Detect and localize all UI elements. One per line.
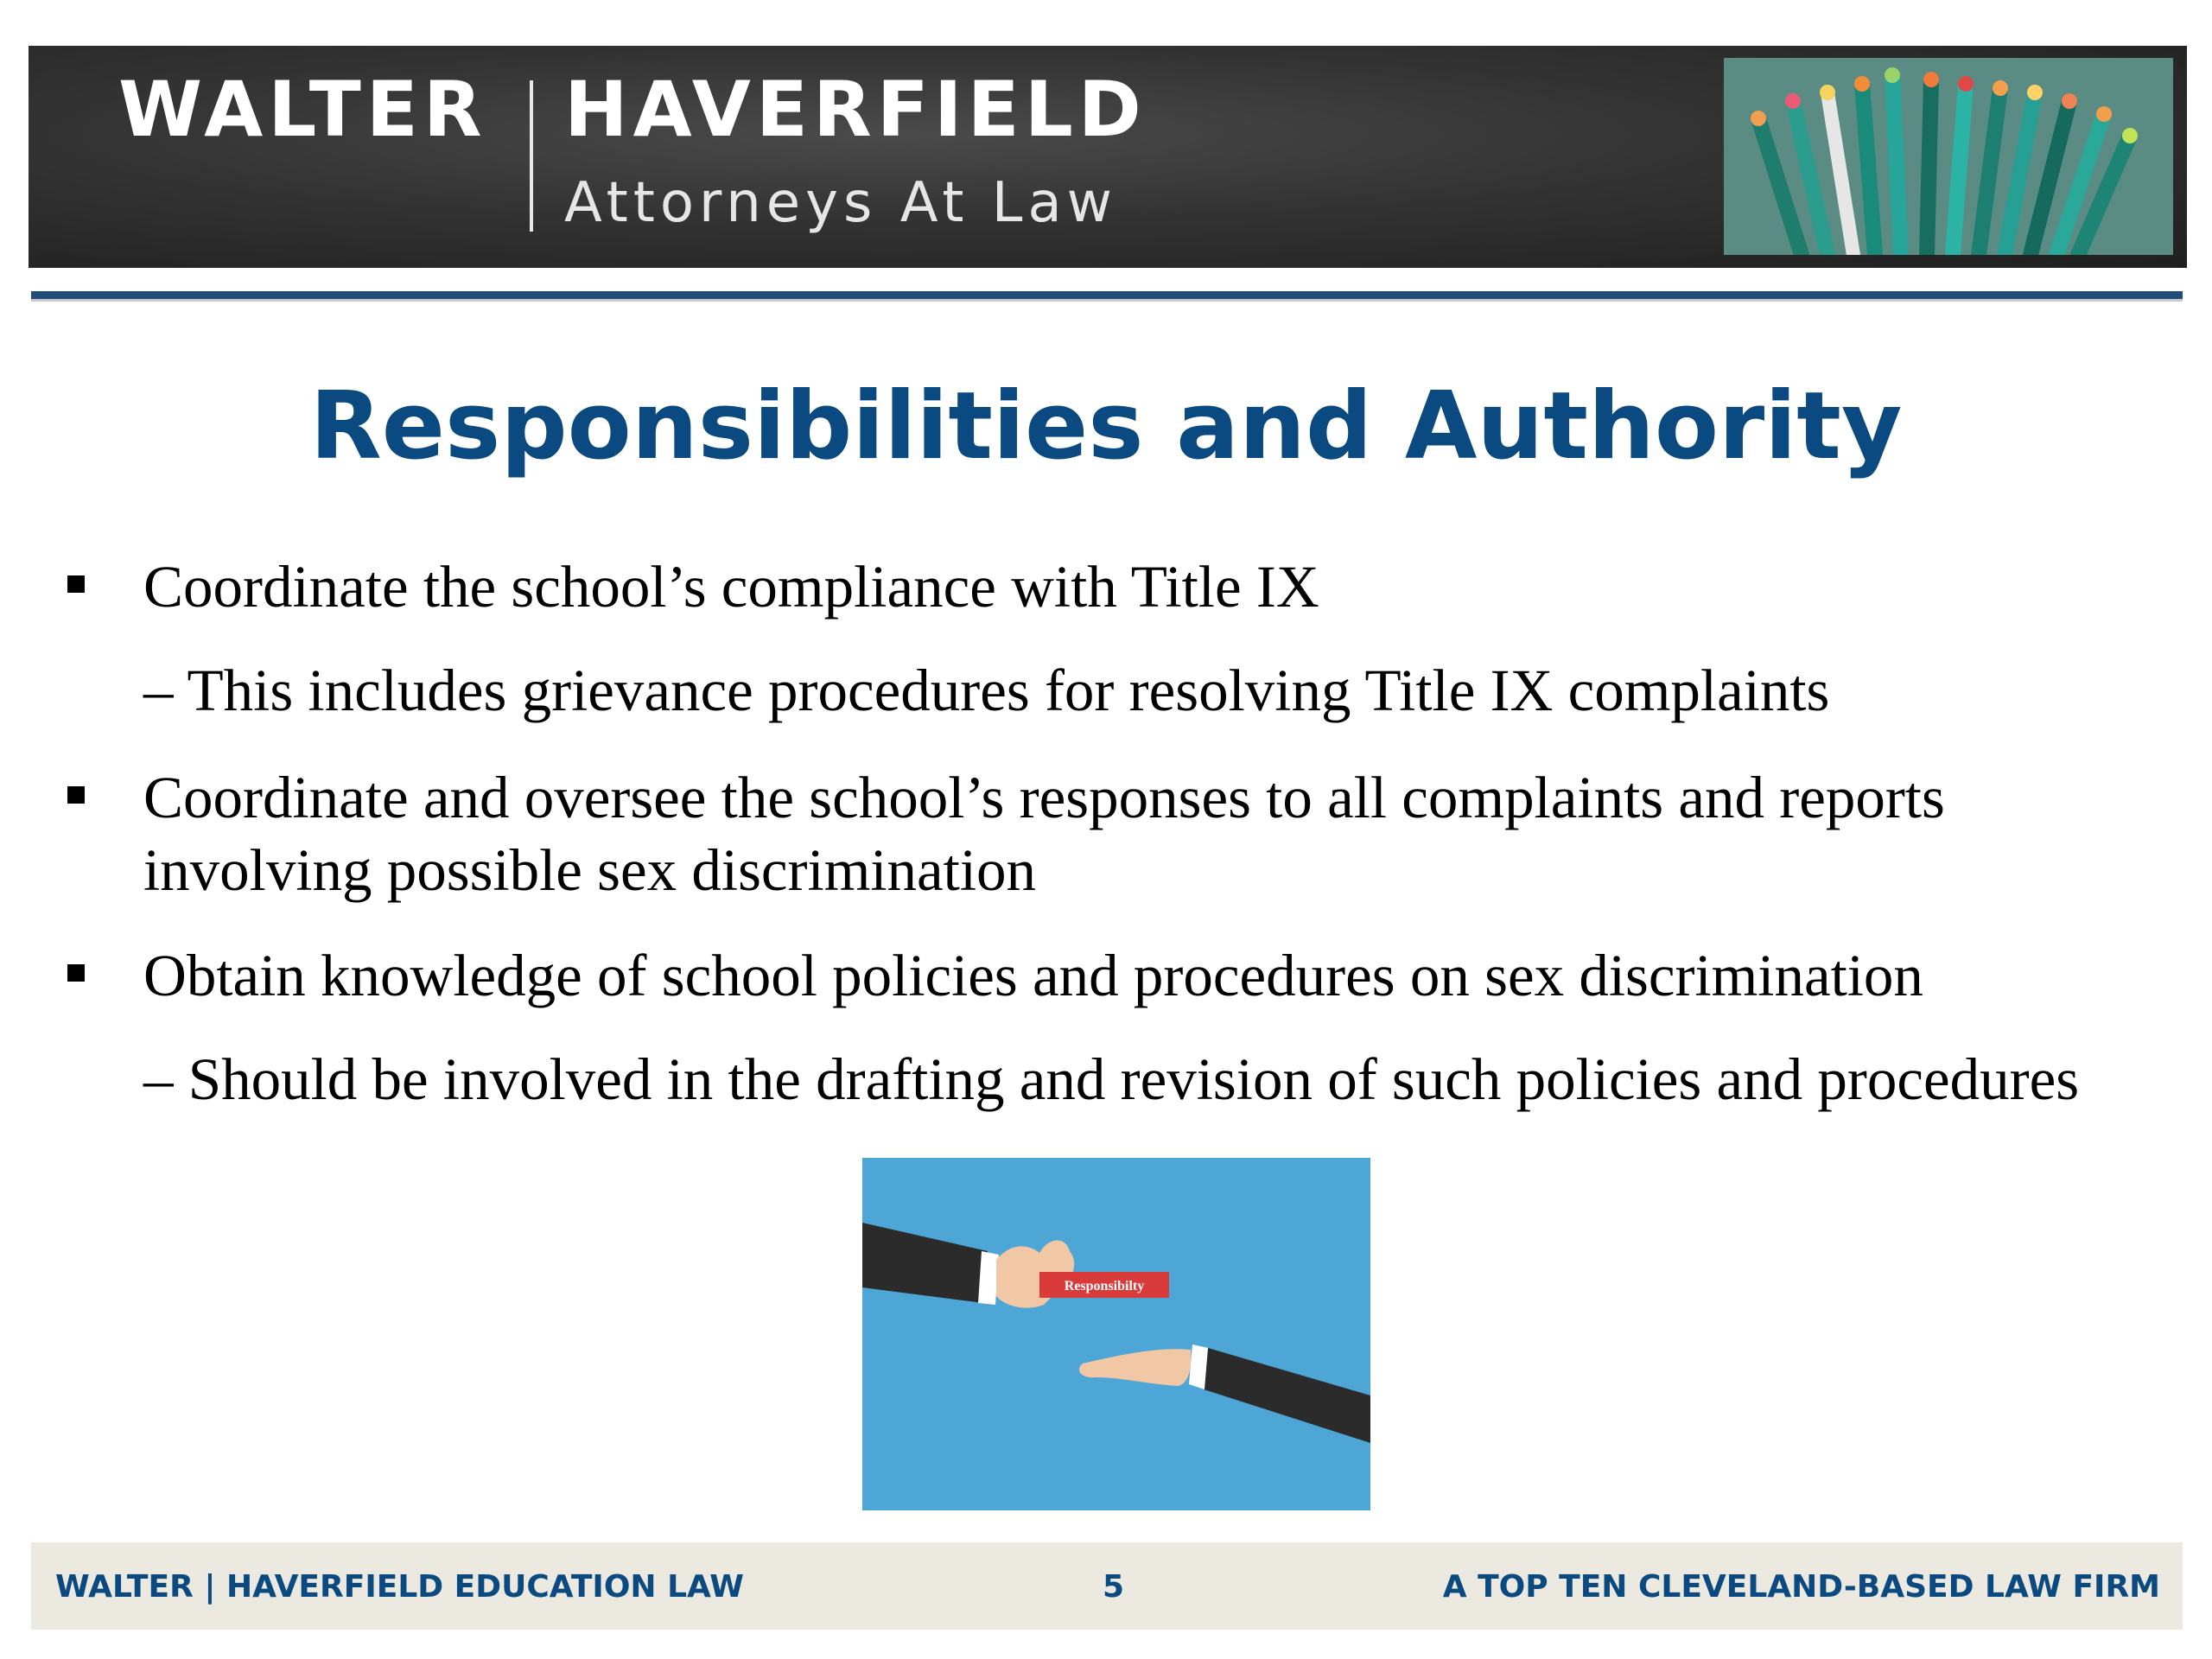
footer-firm-name: WALTER | HAVERFIELD EDUCATION LAW	[55, 1569, 744, 1605]
bullet-item-continuation: involving possible sex discrimination	[143, 837, 1037, 903]
sub-bullet-item: – Should be involved in the drafting and revision of such policies and procedures	[143, 1046, 2080, 1112]
bullet-item: Coordinate and oversee the school’s responses to all complaints and reports	[143, 765, 1945, 830]
page-number: 5	[1103, 1569, 1125, 1605]
colored-pencils-icon	[1724, 58, 2173, 255]
brand-name-haverfield: HAVERFIELD	[564, 65, 1147, 154]
brand-name-walter: WALTER	[118, 65, 487, 154]
slide-title: Responsibilities and Authority	[309, 372, 1903, 480]
footer-tagline: A TOP TEN CLEVELAND-BASED LAW FIRM	[1442, 1569, 2160, 1605]
brand-divider	[530, 80, 533, 232]
bullet-square-icon	[67, 786, 85, 804]
colored-pencils-image	[1724, 58, 2173, 255]
footer-bar	[31, 1542, 2183, 1630]
header-rule-shadow	[31, 299, 2183, 302]
handing-over-responsibility-icon	[862, 1158, 1370, 1510]
header-banner	[29, 46, 2187, 268]
header-rule	[31, 291, 2183, 299]
bullet-item: Obtain knowledge of school policies and procedures on sex discrimination	[143, 943, 1923, 1008]
responsibility-tag-label: Responsibilty	[1064, 1279, 1145, 1294]
bullet-square-icon	[67, 964, 85, 982]
brand-tagline: Attorneys At Law	[564, 171, 1117, 235]
sub-bullet-item: – This includes grievance procedures for resolving Title IX complaints	[143, 658, 1830, 723]
bullet-item: Coordinate the school’s compliance with Title IX	[143, 554, 1319, 620]
bullet-square-icon	[67, 575, 85, 593]
responsibility-illustration	[862, 1158, 1370, 1510]
